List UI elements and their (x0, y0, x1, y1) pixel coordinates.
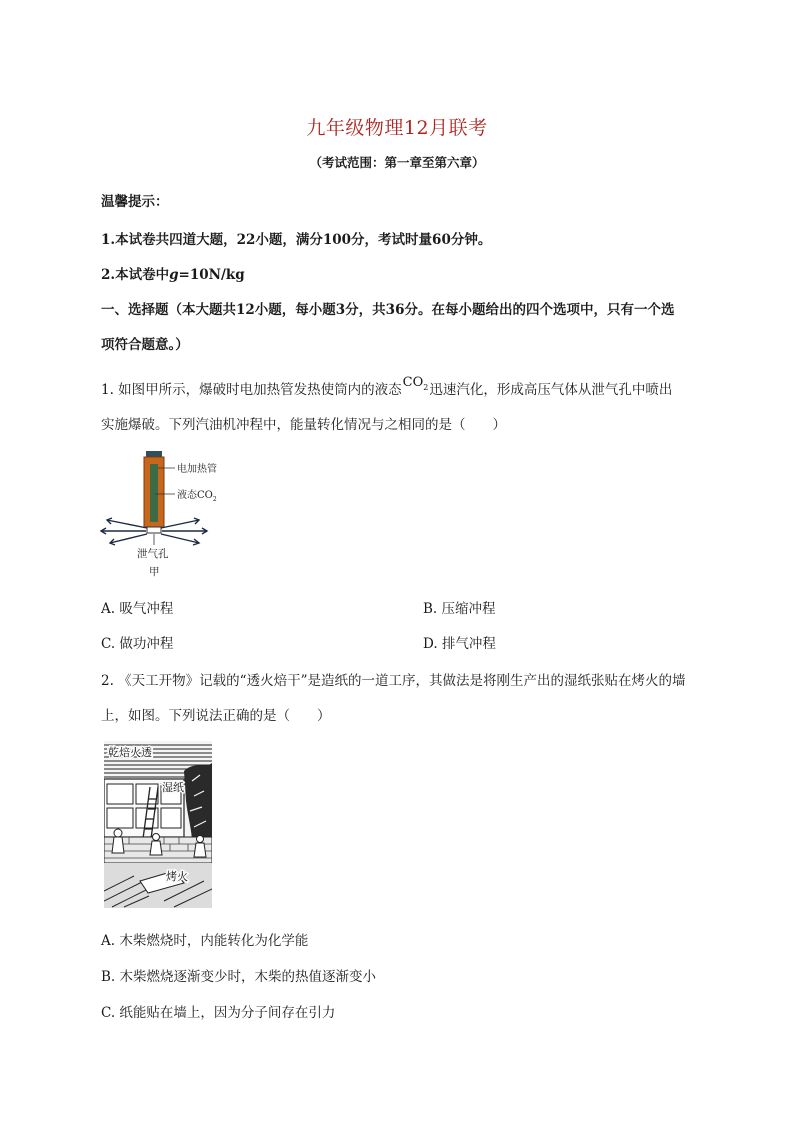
tip-2-prefix: 2.本试卷中 (101, 267, 170, 283)
section-1-heading-line1: 一、选择题（本大题共12小题，每小题3分，共36分。在每小题给出的四个选项中，只有一个选 (101, 302, 675, 318)
q1-co2-formula (403, 375, 429, 390)
tips-label: 温馨提示： (101, 194, 169, 210)
q1-option-c[interactable]: C. 做功冲程 (101, 636, 174, 652)
tip-2 (101, 263, 245, 283)
q2-stem-line1: 2. 《天工开物》记载的“透火焙干”是造纸的一道工序，其做法是将刚生产出的湿纸张贴在烤火的墙 (101, 673, 686, 689)
q1-figure-blasting-tube (95, 448, 245, 583)
q2-option-b[interactable]: B. 木柴燃烧逐渐变少时，木柴的热值逐渐变小 (101, 969, 377, 985)
label-caption: 甲 (149, 566, 160, 578)
label-fire: 烤火 (166, 870, 188, 883)
label-wet-paper: 湿纸 (162, 781, 184, 794)
label-liquid: 液态$CO_2$ (177, 490, 217, 503)
q1-stem-line2: 实施爆破。下列汽油机冲程中，能量转化情况与之相同的是（ ） (101, 417, 506, 433)
liquid-co2-core (150, 464, 158, 522)
q1-option-b[interactable]: B. 压缩冲程 (423, 601, 496, 617)
label-vent: 泄气孔 (137, 548, 169, 560)
q1-stem-part2: 迅速汽化，形成高压气体从泄气孔中喷出 (429, 382, 673, 398)
q2-option-c[interactable]: C. 纸能贴在墙上，因为分子间存在引力 (101, 1005, 336, 1021)
tip-2-value: =10N/kg (178, 267, 245, 283)
label-top: 乾焙火透 (108, 746, 152, 759)
exam-scope: （考试范围：第一章至第六章） (309, 155, 485, 170)
co2-sub: 2 (423, 383, 429, 392)
section-1-heading-line2: 项符合题意。） (101, 337, 189, 353)
q1-option-d[interactable]: D. 排气冲程 (423, 636, 496, 652)
vent-hole (147, 527, 161, 533)
tip-1: 1.本试卷共四道大题，22小题，满分100分，考试时量60分钟。 (101, 232, 492, 248)
label-heater: 电加热管 (177, 464, 217, 475)
q2-option-a[interactable]: A. 木柴燃烧时，内能转化为化学能 (101, 933, 309, 949)
q2-stem-line2: 上，如图。下列说法正确的是（ ） (101, 708, 331, 724)
tip-2-var: g (169, 267, 179, 283)
q1-option-a[interactable]: A. 吸气冲程 (101, 601, 174, 617)
co2-main: CO (402, 375, 424, 390)
q1-stem-part1: 1. 如图甲所示，爆破时电加热管发热使筒内的液态 (101, 382, 402, 398)
q2-figure-paper-drying-woodcut (104, 741, 212, 908)
page-title: 九年级物理12月联考 (306, 117, 488, 139)
q1-stem-line1 (101, 375, 673, 398)
